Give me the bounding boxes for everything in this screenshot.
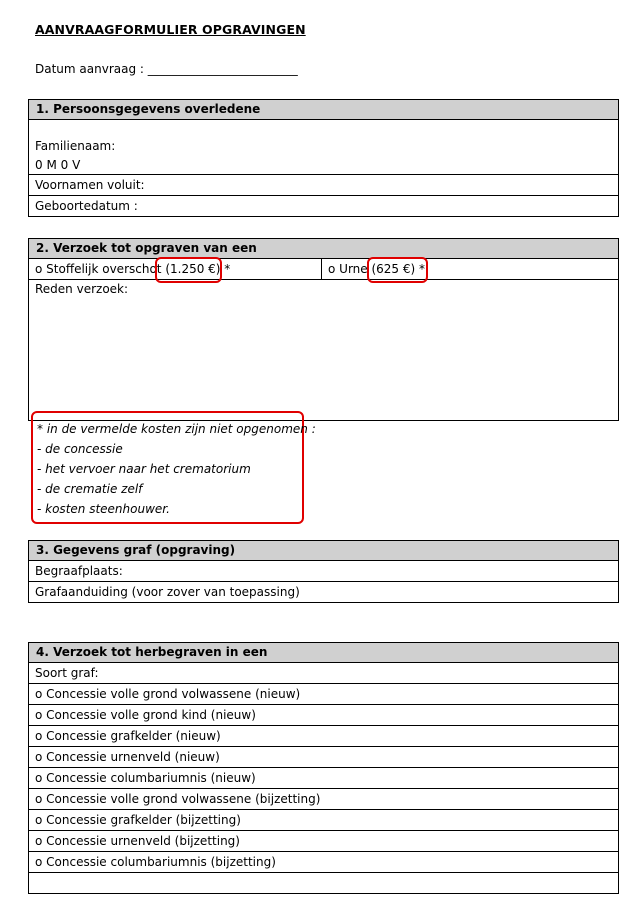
graf-option[interactable]: o Concessie grafkelder (bijzetting) xyxy=(29,810,618,831)
graf-option[interactable]: o Concessie urnenveld (nieuw) xyxy=(29,747,618,768)
price-highlight-1 xyxy=(155,257,222,283)
graf-option[interactable]: o Concessie grafkelder (nieuw) xyxy=(29,726,618,747)
option-urne[interactable]: o Urne (625 €) * xyxy=(328,262,425,276)
graf-option[interactable]: o Concessie columbariumnis (bijzetting) xyxy=(29,852,618,873)
geboortedatum-field[interactable]: Geboortedatum : xyxy=(35,199,138,213)
section-persoonsgegevens xyxy=(28,99,619,217)
note-line-5: - kosten steenhouwer. xyxy=(37,502,170,516)
graf-option[interactable]: o Concessie columbariumnis (nieuw) xyxy=(29,768,618,789)
note-line-4: - de crematie zelf xyxy=(37,482,143,496)
voornamen-field[interactable]: Voornamen voluit: xyxy=(29,175,618,196)
section-3-header: 3. Gegevens graf (opgraving) xyxy=(29,541,618,561)
note-line-1: * in de vermelde kosten zijn niet opgenomen : xyxy=(37,422,316,436)
section-4-header: 4. Verzoek tot herbegraven in een xyxy=(29,643,618,663)
opgraven-options-row xyxy=(29,259,618,280)
reden-verzoek-field[interactable]: Reden verzoek: xyxy=(35,282,129,296)
graf-option[interactable]: o Concessie volle grond kind (nieuw) xyxy=(29,705,618,726)
spacer xyxy=(29,120,618,136)
graf-option[interactable]: o Concessie volle grond volwassene (bijzetting) xyxy=(29,789,618,810)
section-1-header: 1. Persoonsgegevens overledene xyxy=(29,100,618,120)
note-line-3: - het vervoer naar het crematorium xyxy=(37,462,251,476)
option-stoffelijk-overschot[interactable]: o Stoffelijk overschot (1.250 €) * xyxy=(29,259,322,279)
price-highlight-2 xyxy=(367,257,428,283)
graf-option[interactable]: o Concessie volle grond volwassene (nieuw) xyxy=(29,684,618,705)
section-verzoek-opgraven xyxy=(28,238,619,421)
note-line-2: - de concessie xyxy=(37,442,123,456)
datum-aanvraag-field[interactable]: Datum aanvraag : _________________________ xyxy=(35,62,298,76)
form-title: AANVRAAGFORMULIER OPGRAVINGEN xyxy=(35,22,306,37)
empty-row[interactable] xyxy=(29,873,618,893)
section-2-header: 2. Verzoek tot opgraven van een xyxy=(29,239,618,259)
section-gegevens-graf xyxy=(28,540,619,603)
begraafplaats-field[interactable]: Begraafplaats: xyxy=(29,561,618,582)
graf-option[interactable]: o Concessie urnenveld (bijzetting) xyxy=(29,831,618,852)
familienaam-field[interactable]: Familienaam: xyxy=(35,139,116,153)
section-herbegraven xyxy=(28,642,619,894)
soort-graf-label: Soort graf: xyxy=(29,663,618,684)
grafaanduiding-field[interactable]: Grafaanduiding (voor zover van toepassing) xyxy=(35,585,300,599)
gender-choice[interactable]: 0 M 0 V xyxy=(29,156,618,175)
